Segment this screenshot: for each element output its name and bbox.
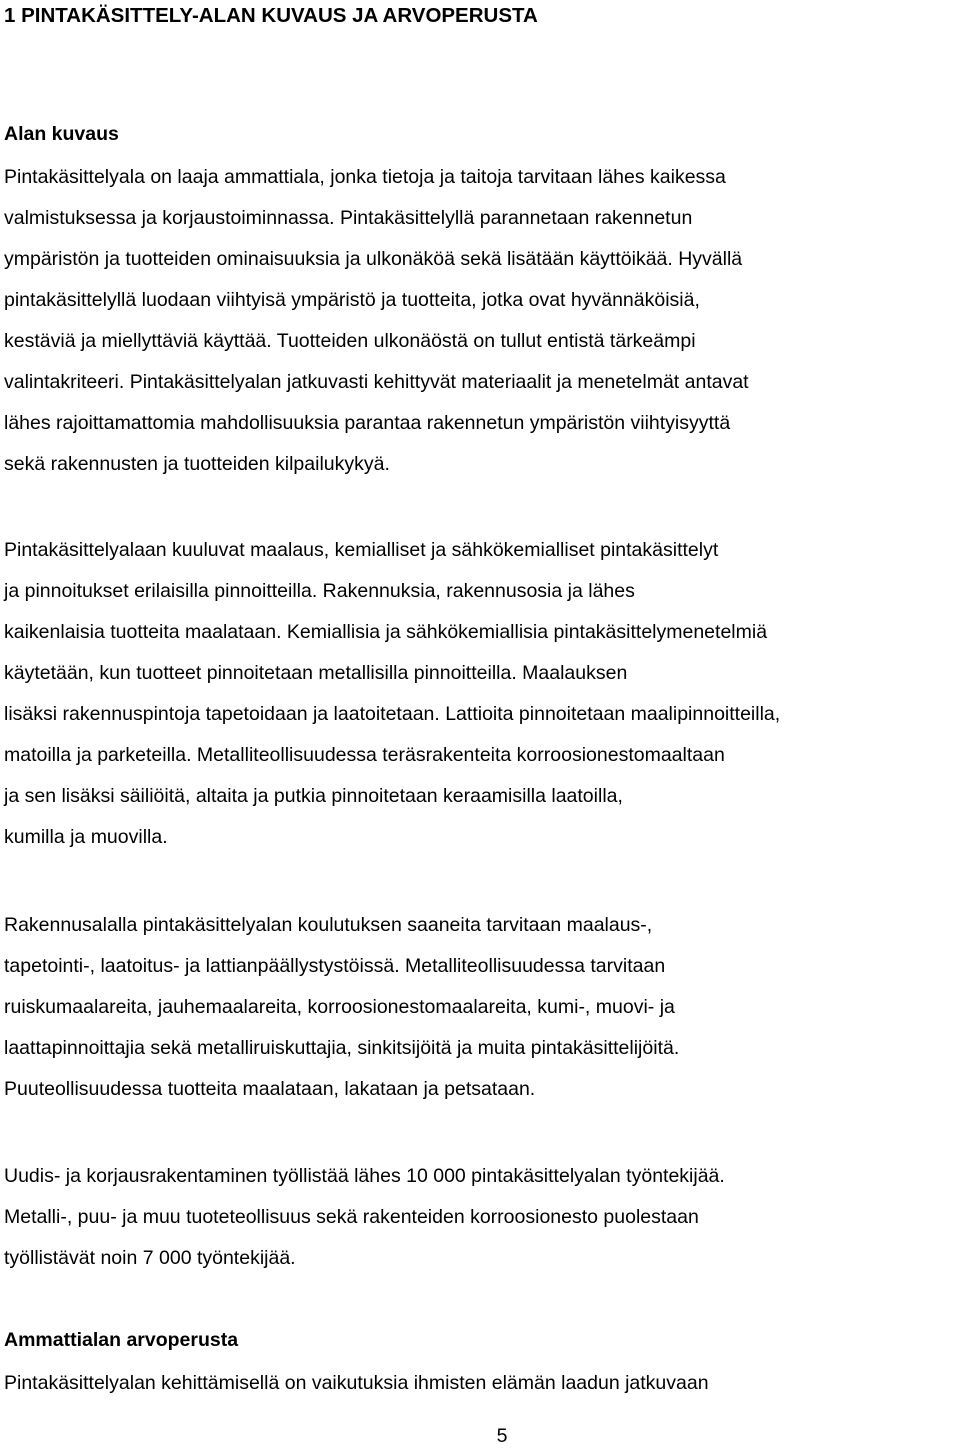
- text-line: pintakäsittelyllä luodaan viihtyisä ympäristö ja tuotteita, jotka ovat hyvännäköisiä,: [4, 289, 700, 311]
- text-line: Metalli-, puu- ja muu tuoteteollisuus sekä rakenteiden korroosionesto puolestaan: [4, 1206, 699, 1228]
- paragraph-3: [4, 905, 679, 1110]
- text-line: matoilla ja parketeilla. Metalliteollisuudessa teräsrakenteita korroosionestomaaltaan: [4, 744, 725, 766]
- text-line: ympäristön ja tuotteiden ominaisuuksia ja ulkonäköä sekä lisätään käyttöikää. Hyvällä: [4, 248, 743, 270]
- text-line: kumilla ja muovilla.: [4, 826, 168, 848]
- text-line: Uudis- ja korjausrakentaminen työllistää lähes 10 000 pintakäsittelyalan työntekijää.: [4, 1165, 725, 1187]
- text-line: valintakriteeri. Pintakäsittelyalan jatkuvasti kehittyvät materiaalit ja menetelmät antavat: [4, 371, 749, 393]
- text-line: kestäviä ja miellyttäviä käyttää. Tuotteiden ulkonäöstä on tullut entistä tärkeämpi: [4, 330, 696, 352]
- paragraph-4: [4, 1156, 725, 1279]
- text-line: Pintakäsittelyala on laaja ammattiala, jonka tietoja ja taitoja tarvitaan lähes kaikessa: [4, 166, 726, 188]
- text-line: laattapinnoittajia sekä metalliruiskuttajia, sinkitsijöitä ja muita pintakäsittelijöitä.: [4, 1037, 680, 1059]
- chapter-heading: 1 PINTAKÄSITTELY-ALAN KUVAUS JA ARVOPERUSTA: [4, 4, 538, 27]
- text-line: Puuteollisuudessa tuotteita maalataan, lakataan ja petsataan.: [4, 1078, 536, 1100]
- text-line: ja sen lisäksi säiliöitä, altaita ja putkia pinnoitetaan keraamisilla laatoilla,: [4, 785, 623, 807]
- text-line: kaikenlaisia tuotteita maalataan. Kemiallisia ja sähkökemiallisia pintakäsittelymenetelmiä: [4, 621, 768, 643]
- text-line: tapetointi-, laatoitus- ja lattianpäällystystöissä. Metalliteollisuudessa tarvitaan: [4, 955, 666, 977]
- text-line: ruiskumaalareita, jauhemaalareita, korroosionestomaalareita, kumi-, muovi- ja: [4, 996, 675, 1018]
- text-line: Pintakäsittelyalan kehittämisellä on vaikutuksia ihmisten elämän laadun jatkuvaan: [4, 1372, 709, 1394]
- text-line: Rakennusalalla pintakäsittelyalan koulutuksen saaneita tarvitaan maalaus-,: [4, 914, 653, 936]
- paragraph-1: [4, 157, 749, 485]
- section-heading-alan-kuvaus: Alan kuvaus: [4, 123, 119, 145]
- text-line: lähes rajoittamattomia mahdollisuuksia parantaa rakennetun ympäristön viihtyisyyttä: [4, 412, 731, 434]
- text-line: valmistuksessa ja korjaustoiminnassa. Pintakäsittelyllä parannetaan rakennetun: [4, 207, 693, 229]
- paragraph-5: [4, 1363, 709, 1404]
- text-line: työllistävät noin 7 000 työntekijää.: [4, 1247, 296, 1269]
- paragraph-2: [4, 530, 780, 858]
- text-line: käytetään, kun tuotteet pinnoitetaan metallisilla pinnoitteilla. Maalauksen: [4, 662, 628, 684]
- section-heading-arvoperusta: Ammattialan arvoperusta: [4, 1329, 239, 1351]
- text-line: lisäksi rakennuspintoja tapetoidaan ja laatoitetaan. Lattioita pinnoitetaan maalipinnoitteilla,: [4, 703, 781, 725]
- text-line: ja pinnoitukset erilaisilla pinnoitteilla. Rakennuksia, rakennusosia ja lähes: [4, 580, 635, 602]
- text-line: sekä rakennusten ja tuotteiden kilpailukykyä.: [4, 453, 390, 475]
- page-number: 5: [496, 1425, 508, 1447]
- text-line: Pintakäsittelyalaan kuuluvat maalaus, kemialliset ja sähkökemialliset pintakäsittelyt: [4, 539, 719, 561]
